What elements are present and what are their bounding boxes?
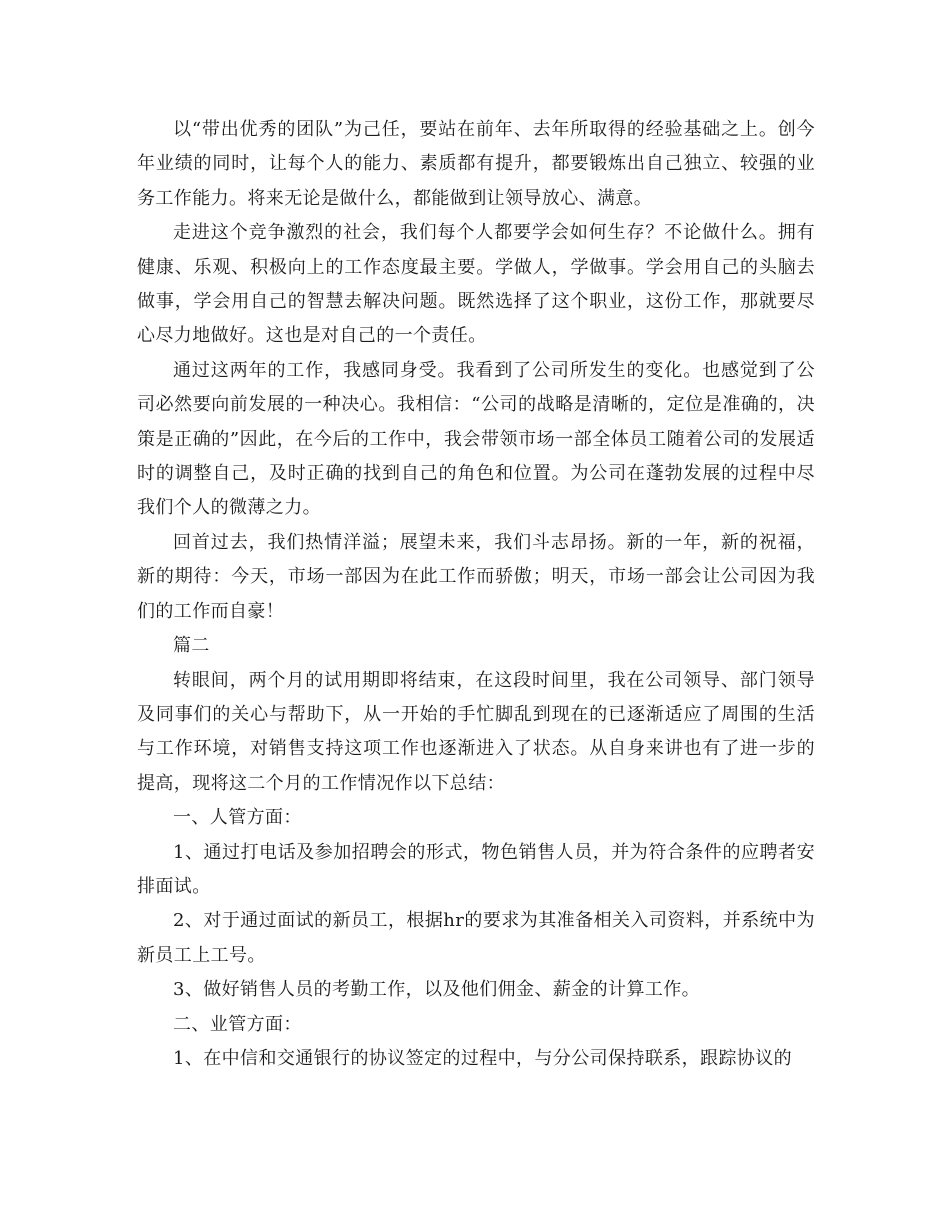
list-item-personnel-1: 1、通过打电话及参加招聘会的形式，物色销售人员，并为符合条件的应聘者安排面试。 [137, 841, 815, 897]
document-body [137, 113, 815, 1076]
list-item-personnel-2: 2、对于通过面试的新员工，根据hr的要求为其准备相关入司资料，并系统中为新员工上工号。 [137, 910, 815, 966]
list-item-business-1: 1、在中信和交通银行的协议签定的过程中，与分公司保持联系，跟踪协议的 [173, 1047, 793, 1069]
list-item-personnel-3: 3、做好销售人员的考勤工作，以及他们佣金、薪金的计算工作。 [173, 979, 701, 1001]
section-heading-business: 二、业管方面： [173, 1013, 302, 1035]
paragraph-competition: 走进这个竞争激烈的社会，我们每个人都要学会如何生存？不论做什么。拥有健康、乐观、积极向上的工作态度最主要。学做人，学做事。学会用自己的头脑去做事，学会用自己的智慧去解决问题。既然选择了这个职业，这份工作，那就要尽心尽力地做好。这也是对自己的一个责任。 [137, 222, 815, 347]
paragraph-looking-back: 回首过去，我们热情洋溢；展望未来，我们斗志昂扬。新的一年，新的祝福，新的期待：今天，市场一部因为在此工作而骄傲；明天，市场一部会让公司因为我们的工作而自豪！ [137, 531, 815, 622]
paragraph-probation-summary: 转眼间，两个月的试用期即将结束，在这段时间里，我在公司领导、部门领导及同事们的关心与帮助下，从一开始的手忙脚乱到现在的已逐渐适应了周围的生活与工作环境，对销售支持这项工作也逐渐进入了状态。从自身来讲也有了进一步的提高，现将这二个月的工作情况作以下总结： [137, 669, 815, 794]
section-heading-personnel: 一、人管方面： [173, 807, 302, 829]
paragraph-two-years: 通过这两年的工作，我感同身受。我看到了公司所发生的变化。也感觉到了公司必然要向前发展的一种决心。我相信：“公司的战略是清晰的，定位是准确的，决策是正确的”因此，在今后的工作中，我会带领市场一部全体员工随着公司的发展适时的调整自己，及时正确的找到自己的角色和位置。为公司在蓬勃发展的过程中尽我们个人的微薄之力。 [137, 359, 815, 519]
paragraph-team-goal: 以“带出优秀的团队”为己任，要站在前年、去年所取得的经验基础之上。创今年业绩的同时，让每个人的能力、素质都有提升，都要锻炼出自己独立、较强的业务工作能力。将来无论是做什么，都能做到让领导放心、满意。 [137, 119, 815, 209]
section-heading-part-two: 篇二 [173, 635, 210, 657]
